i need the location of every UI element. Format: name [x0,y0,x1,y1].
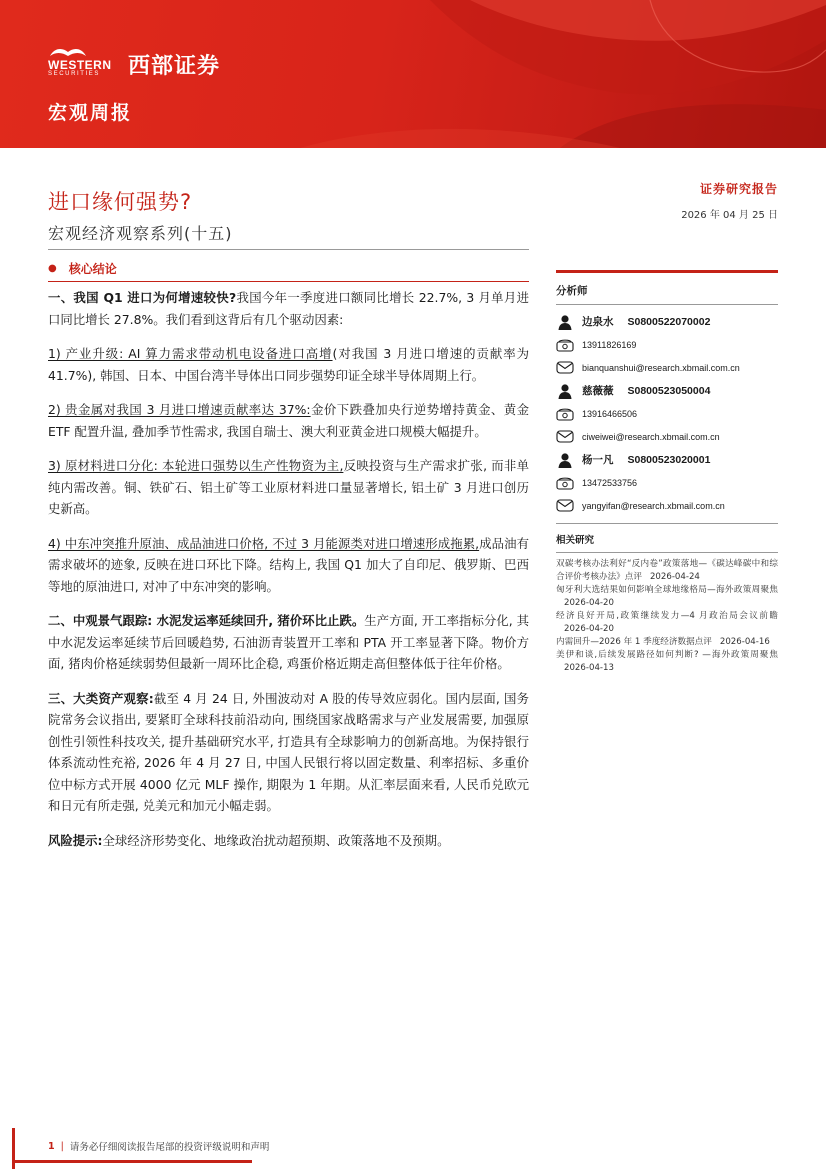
sidebar-top-rule [556,270,778,273]
person-icon [556,314,574,330]
related-research-item[interactable] [556,636,778,649]
analyst-phone: 13911826169 [582,339,637,350]
paragraph-heading: 二、中观景气跟踪: 水泥发运率延续回升, 猪价环比止跌。 [48,613,365,628]
paragraph-asset-observation [48,688,529,817]
logo-brand-en-sub: SECURITIES [48,71,101,77]
core-divider [48,281,529,282]
sidebar [556,270,778,675]
related-research-title[interactable]: 内需回升—2026 年 1 季度经济数据点评 [556,637,712,647]
analyst-cert-number: S0800522070002 [627,315,711,328]
analyst-name-row [556,379,778,402]
analyst-name: 杨一凡 [582,454,614,466]
paragraph-text: 反映投资与生产需求扩张, 而非单纯内需改善。铜、铁矿石、铝土矿等工业原材料进口量显著增长, 铝土矿 3 月进口创历史新高。 [48,458,529,516]
analyst-email-row[interactable] [556,494,778,517]
paragraph-key-point: 1) 产业升级: AI 算力需求带动机电设备进口高增 [48,346,333,361]
footer-disclaimer: 请务必仔细阅读报告尾部的投资评级说明和声明 [69,1142,270,1153]
header-banner [0,0,826,148]
analyst-email-row[interactable] [556,425,778,448]
phone-icon [556,406,574,422]
analyst-email[interactable]: yangyifan@research.xbmail.com.cn [582,500,725,511]
related-divider-top [556,523,778,524]
core-conclusion-label: 核心结论 [68,262,117,276]
paragraph-text: 我国今年一季度进口额同比增长 22.7%, 3 月单月进口同比增长 27.8%。我们看到这背后有几个驱动因素: [48,290,529,327]
related-research-item[interactable] [556,584,778,610]
logo-brand-en: WESTERN [48,58,112,72]
paragraph-text: 全球经济形势变化、地缘政治扰动超预期、政策落地不及预期。 [102,832,450,848]
company-logo [48,46,220,80]
analyst-name: 慈薇薇 [582,385,614,397]
paragraph-text: (对我国 3 月进口增速的贡献率为 41.7%), 韩国、日本、中国台湾半导体出口同步强势印证全球半导体周期上行。 [48,346,529,383]
paragraph-mid-level-tracking [48,610,529,675]
analyst-phone-row [556,471,778,494]
mail-icon [556,360,574,376]
paragraph-risk-warning [48,830,529,852]
paragraph-industry-upgrade [48,343,529,386]
related-research-title[interactable]: 美伊和谈,后续发展路径如何判断? —海外政策周聚焦 [556,650,778,660]
main-body [48,287,529,864]
related-research-date: 2026-04-16 [719,637,770,647]
core-conclusion-heading [48,260,117,277]
paragraph-heading: 三、大类资产观察: [48,690,154,706]
bullet-icon: ● [48,263,57,274]
analyst-name: 边泉水 [582,316,614,328]
report-title: 进口缘何强势? [48,190,193,214]
page-footer [48,1139,269,1153]
logo-brand-cn: 西部证券 [128,54,221,79]
related-research-title[interactable]: 匈牙利大选结果如何影响全球地缘格局—海外政策周聚焦 [556,585,778,595]
analyst-email-row[interactable] [556,356,778,379]
phone-icon [556,337,574,353]
paragraph-text: 金价下跌叠加央行逆势增持黄金、黄金 ETF 配置升温, 叠加季节性需求, 我国自瑞士、澳大利亚黄金进口规模大幅提升。 [48,402,530,439]
related-research-date: 2026-04-20 [564,624,614,634]
paragraph-key-point: 2) 贵金属对我国 3 月进口增速贡献率达 37%: [48,402,311,417]
paragraph-import-growth [48,287,529,330]
paragraph-text: 成品油有需求破坏的迹象, 反映在进口环比下降。结构上, 我国 Q1 加大了自印尼、俄罗斯、巴西等地的原油进口, 对冲了中东冲突的影响。 [48,535,530,594]
person-icon [556,383,574,399]
paragraph-heading: 一、我国 Q1 进口为何增速较快? [48,290,237,305]
paragraph-middle-east [48,533,529,598]
bull-horn-icon [48,46,88,58]
related-research-item[interactable] [556,610,778,636]
analyst-cert-number: S0800523020001 [627,453,711,466]
analyst-phone: 13472533756 [582,477,638,488]
analyst-cert-number: S0800523050004 [627,384,711,397]
corner-accent-horizontal [12,1160,252,1163]
related-divider [556,552,778,553]
mail-icon [556,429,574,445]
paragraph-text: 截至 4 月 24 日, 外围波动对 A 股的传导效应弱化。国内层面, 国务院常务会议指出, 要紧盯全球科技前沿动向, 围绕国家战略需求与产业发展需要, 加强原创性引领性科技攻关, 提升基础研究水平, 打造具有全球影响力的创新高地。为保持银行体系流动性充裕, 2026 年 4 月 27 日, 中国人民银行将以固定数量、利率招标、多重价位中标方式开展 4000 亿元 MLF 操作, 期限为 1 年期。从汇率层面来看, 人民币兑欧元和日元有所走强, 兑美元和加元小幅走弱。 [48,690,529,813]
paragraph-text: 生产方面, 开工率指标分化, 其中水泥发运率延续节后回暖趋势, 石油沥青装置开工率和 PTA 开工率显著下降。物价方面, 猪肉价格延续弱势但最新一周环比企稳, 鸡蛋价格近期走高但整体低于往年价格。 [48,613,529,671]
related-research-item[interactable] [556,558,778,584]
related-research-date: 2026-04-20 [564,598,614,608]
related-research-title[interactable]: 双碳考核办法利好“反内卷”政策落地—《碳达峰碳中和综合评价考核办法》点评 [556,559,778,582]
analyst-email[interactable]: ciweiwei@research.xbmail.com.cn [582,431,720,442]
phone-icon [556,475,574,491]
mail-icon [556,498,574,514]
page-number: 1 [48,1140,55,1152]
related-research-item[interactable] [556,649,778,675]
related-research-heading: 相关研究 [556,535,595,546]
paragraph-raw-materials [48,455,529,520]
report-date: 2026 年 04 月 25 日 [681,210,778,221]
analyst-phone-row [556,333,778,356]
analyst-email[interactable]: bianquanshui@research.xbmail.com.cn [582,362,740,373]
title-divider [48,249,529,250]
related-research-date: 2026-04-13 [564,663,614,673]
report-subtitle: 宏观经济观察系列(十五) [48,224,233,243]
footer-separator: | [60,1140,64,1152]
person-icon [556,452,574,468]
analyst-phone-row [556,402,778,425]
report-type-label: 宏观周报 [48,102,133,124]
analyst-heading: 分析师 [556,285,588,297]
related-research-date: 2026-04-24 [649,572,700,582]
analyst-name-row [556,448,778,471]
paragraph-heading: 风险提示: [48,832,103,848]
related-research-list [556,558,778,675]
paragraph-precious-metals [48,399,529,442]
paragraph-key-point: 3) 原材料进口分化: 本轮进口强势以生产性物资为主, [48,458,344,473]
document-type-label: 证券研究报告 [699,182,778,196]
analyst-name-row [556,310,778,333]
paragraph-key-point: 4) 中东冲突推升原油、成品油进口价格, 不过 3 月能源类对进口增速形成拖累, [48,535,480,551]
related-research-title[interactable]: 经济良好开局,政策继续发力—4 月政治局会议前瞻 [556,611,778,621]
analyst-list [556,310,778,517]
analyst-divider [556,304,778,305]
analyst-phone: 13916466506 [582,408,638,419]
